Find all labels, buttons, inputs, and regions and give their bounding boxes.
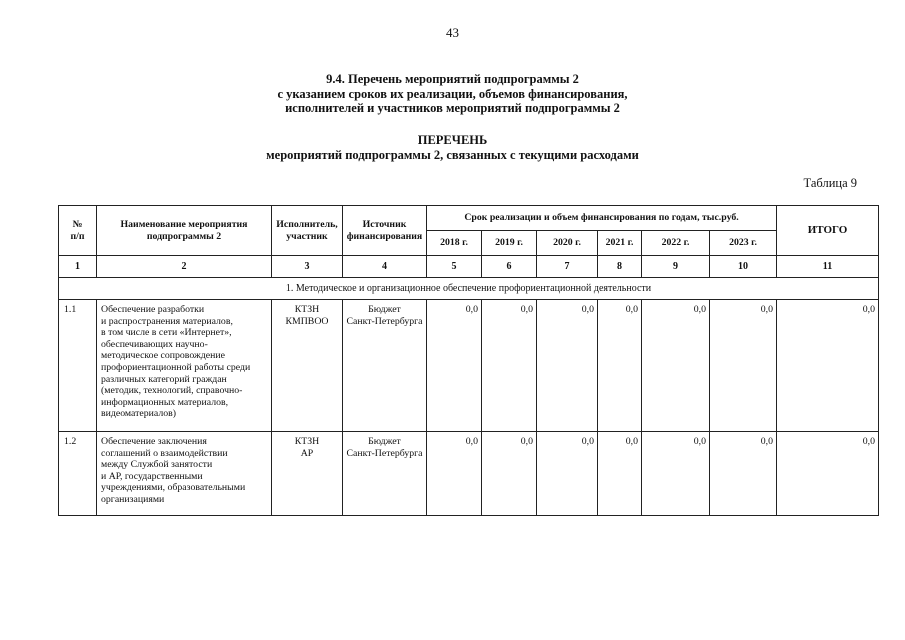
header-year: 2020 г.: [537, 231, 598, 256]
row-value-2021: 0,0: [598, 300, 642, 432]
header-source: Источник финансирования: [343, 206, 427, 256]
column-number: 6: [482, 256, 537, 278]
measures-table: [58, 205, 879, 516]
column-number: 7: [537, 256, 598, 278]
row-value-2021: 0,0: [598, 432, 642, 516]
header-total: ИТОГО: [777, 206, 879, 256]
section-title: 1. Методическое и организационное обеспечение профориентационной деятельности: [59, 278, 879, 300]
page-number: 43: [446, 25, 459, 40]
header-num: № п/п: [59, 206, 97, 256]
list-title-line-2: мероприятий подпрограммы 2, связанных с текущими расходами: [266, 148, 639, 162]
section-row: [59, 278, 879, 300]
header-name: Наименование мероприятия подпрограммы 2: [97, 206, 272, 256]
header-year: 2023 г.: [710, 231, 777, 256]
row-value-2019: 0,0: [482, 432, 537, 516]
row-name: Обеспечение разработки и распространения материалов, в том числе в сети «Интернет», обеспечивающих научно- методическое сопровождение профориентационной работы среди различных категорий граждан (методик, технологий, справочно- информационных материалов, видеоматериалов): [97, 300, 272, 432]
header-year: 2021 г.: [598, 231, 642, 256]
row-value-2019: 0,0: [482, 300, 537, 432]
heading-line-1: 9.4. Перечень мероприятий подпрограммы 2: [326, 72, 579, 86]
header-year: 2022 г.: [642, 231, 710, 256]
column-number: 3: [272, 256, 343, 278]
column-number: 9: [642, 256, 710, 278]
section-heading: [0, 72, 905, 116]
column-number-row: [59, 256, 879, 278]
row-num: 1.1: [59, 300, 97, 432]
row-value-2022: 0,0: [642, 300, 710, 432]
row-value-2023: 0,0: [710, 300, 777, 432]
row-total: 0,0: [777, 432, 879, 516]
list-title-line-1: ПЕРЕЧЕНЬ: [417, 133, 488, 147]
table-row: [59, 432, 879, 516]
row-executor: КТЗН КМПВОО: [272, 300, 343, 432]
column-number: 2: [97, 256, 272, 278]
row-value-2022: 0,0: [642, 432, 710, 516]
row-source: Бюджет Санкт-Петербурга: [343, 300, 427, 432]
column-number: 10: [710, 256, 777, 278]
list-title: [0, 133, 905, 163]
row-num: 1.2: [59, 432, 97, 516]
column-number: 11: [777, 256, 879, 278]
column-number: 4: [343, 256, 427, 278]
row-name: Обеспечение заключения соглашений о взаимодействии между Службой занятости и АР, государственными учреждениями, образовательными организациями: [97, 432, 272, 516]
heading-line-3: исполнителей и участников мероприятий подпрограммы 2: [285, 101, 620, 115]
row-value-2020: 0,0: [537, 300, 598, 432]
row-executor: КТЗН АР: [272, 432, 343, 516]
column-number: 8: [598, 256, 642, 278]
table-row: [59, 300, 879, 432]
header-year: 2018 г.: [427, 231, 482, 256]
header-year: 2019 г.: [482, 231, 537, 256]
row-value-2018: 0,0: [427, 300, 482, 432]
header-executor: Исполнитель, участник: [272, 206, 343, 256]
column-number: 5: [427, 256, 482, 278]
header-row-top: [59, 206, 879, 231]
heading-line-2: с указанием сроков их реализации, объемов финансирования,: [277, 86, 628, 101]
column-number: 1: [59, 256, 97, 278]
row-total: 0,0: [777, 300, 879, 432]
row-value-2020: 0,0: [537, 432, 598, 516]
row-value-2018: 0,0: [427, 432, 482, 516]
header-period-group: Срок реализации и объем финансирования по годам, тыс.руб.: [427, 206, 777, 231]
table-label: Таблица 9: [803, 176, 857, 190]
row-source: Бюджет Санкт-Петербурга: [343, 432, 427, 516]
row-value-2023: 0,0: [710, 432, 777, 516]
